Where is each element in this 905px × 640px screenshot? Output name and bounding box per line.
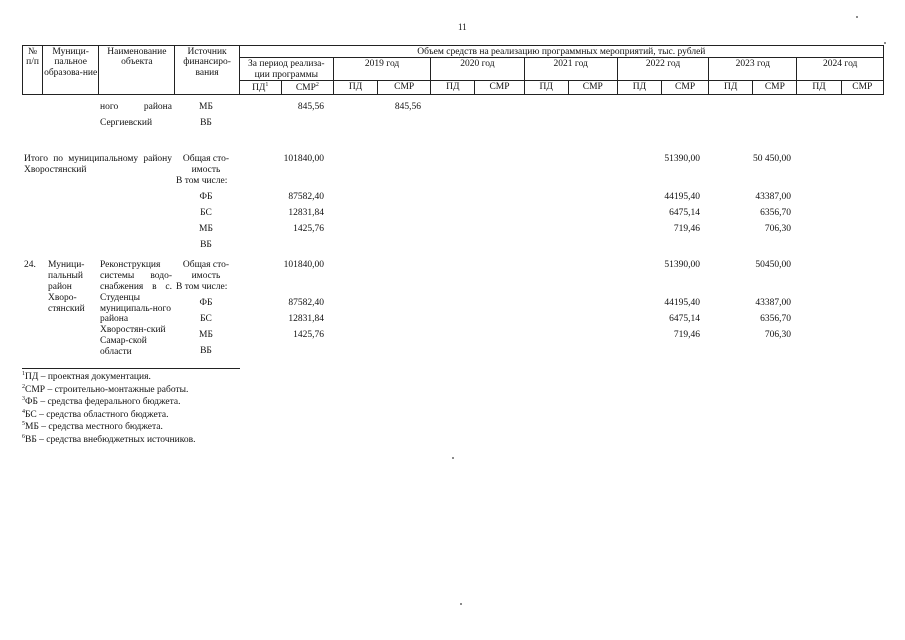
table-row xyxy=(22,260,905,282)
header-period-2020: 2020 год xyxy=(431,58,524,81)
header-sub-smr: СМР xyxy=(841,81,883,95)
source-cell: МБ xyxy=(199,329,213,340)
object-cell: Реконструкция системы водо-снабжения в с. Студенцы муниципаль-ного района Хворостян-ский Самар-ской области xyxy=(100,259,172,358)
header-sub-smr xyxy=(281,81,333,95)
value-cell: 845,56 xyxy=(297,102,324,112)
header-sub-pd xyxy=(239,81,281,95)
table-header xyxy=(22,45,884,95)
value-cell: 706,30 xyxy=(764,329,791,340)
source-cell: ВБ xyxy=(200,239,212,250)
value-cell: 706,30 xyxy=(764,223,791,234)
footnote-mark: 4 xyxy=(22,408,25,415)
header-sub-smr: СМР xyxy=(378,81,431,95)
footnote-text: ПД – проектная документация. xyxy=(25,372,151,383)
scan-speck xyxy=(856,16,858,18)
footnote xyxy=(22,434,240,447)
item-number: 24. xyxy=(24,259,36,270)
municipality-cell: Муници-пальный район Хворо-стянский xyxy=(48,259,85,314)
value-cell: 101840,00 xyxy=(283,154,324,164)
scan-speck xyxy=(884,42,886,44)
value-cell: 44195,40 xyxy=(664,191,700,202)
source-cell: ФБ xyxy=(199,297,213,308)
table-row xyxy=(22,240,905,256)
object-cell: ного района xyxy=(100,102,172,112)
footnote-mark: 3 xyxy=(22,396,25,402)
footnote-text: МБ – средства местного бюджета. xyxy=(25,422,163,433)
header-sub-pd: ПД xyxy=(524,81,568,95)
footnotes xyxy=(22,368,240,446)
header-period-2022: 2022 год xyxy=(617,58,708,81)
source-cell: МБ xyxy=(199,102,213,112)
header-col-object: Наименование объекта xyxy=(99,46,175,95)
footnote-text: ФБ – средства федерального бюджета. xyxy=(25,397,181,408)
source-cell: Общая сто-имость xyxy=(182,154,230,175)
value-cell: 44195,40 xyxy=(664,297,700,308)
header-sub-smr-text: СМР xyxy=(295,83,316,94)
source-cell: В том числе: xyxy=(176,281,228,292)
value-cell: 6475,14 xyxy=(669,313,700,324)
page-number: 11 xyxy=(458,22,467,32)
object-cell: Сергиевский xyxy=(100,118,153,128)
header-sub-smr: СМР xyxy=(475,81,524,95)
footnote-mark: 1 xyxy=(22,371,25,377)
header-sub-pd-text: ПД xyxy=(252,83,266,94)
header-sub-smr: СМР xyxy=(753,81,797,95)
value-cell: 50 450,00 xyxy=(753,154,791,164)
header-period-total: За период реализа-ции программы xyxy=(239,58,333,81)
header-sub-pd: ПД xyxy=(797,81,841,95)
value-cell: 101840,00 xyxy=(283,259,324,270)
value-cell: 43387,00 xyxy=(755,191,791,202)
source-cell: БС xyxy=(200,207,212,218)
value-cell: 50450,00 xyxy=(755,259,791,270)
value-cell: 51390,00 xyxy=(664,154,700,164)
value-cell: 719,46 xyxy=(673,329,700,340)
header-period-2021: 2021 год xyxy=(524,58,617,81)
header-col-no: № п/п xyxy=(23,46,43,95)
source-cell: ВБ xyxy=(200,118,212,128)
table-row xyxy=(22,192,905,208)
footnote-text: СМР – строительно-монтажные работы. xyxy=(25,384,189,395)
header-sub-pd: ПД xyxy=(709,81,753,95)
footnote-mark: 6 xyxy=(22,433,25,440)
header-sub-pd: ПД xyxy=(333,81,377,95)
footnote-mark: 5 xyxy=(22,421,25,427)
header-col-volume: Объем средств на реализацию программных мероприятий, тыс. рублей xyxy=(239,46,883,58)
value-cell: 1425,76 xyxy=(293,329,324,340)
source-cell: ФБ xyxy=(199,191,213,202)
header-col-municipality: Муници-пальное образова-ние xyxy=(43,46,99,95)
table-row xyxy=(22,154,905,176)
footnote xyxy=(22,409,240,422)
table-row xyxy=(22,208,905,224)
header-period-2024: 2024 год xyxy=(797,58,884,81)
value-cell: 12831,84 xyxy=(288,313,324,324)
value-cell: 43387,00 xyxy=(755,297,791,308)
footnote xyxy=(22,371,240,384)
header-sub-smr: СМР xyxy=(662,81,709,95)
value-cell: 6356,70 xyxy=(760,313,791,324)
value-cell: 87582,40 xyxy=(288,191,324,202)
footnote xyxy=(22,421,240,434)
header-period-2019: 2019 год xyxy=(333,58,430,81)
table-row xyxy=(22,224,905,240)
source-cell: МБ xyxy=(199,223,213,234)
footnote-text: ВБ – средства внебюджетных источников. xyxy=(25,434,196,445)
header-sub-smr: СМР xyxy=(568,81,617,95)
footnote-mark: 2 xyxy=(22,383,25,390)
source-cell: БС xyxy=(200,313,212,324)
table-body xyxy=(22,102,905,362)
footnote-ref-2: 2 xyxy=(315,82,319,89)
value-cell: 719,46 xyxy=(673,223,700,234)
total-label: Итого по муниципальному району Хворостянский xyxy=(24,154,172,175)
table-row xyxy=(22,102,905,118)
source-cell: ВБ xyxy=(200,345,212,356)
footnote-text: БС – средства областного бюджета. xyxy=(25,409,169,420)
footnote xyxy=(22,384,240,397)
value-cell: 87582,40 xyxy=(288,297,324,308)
value-cell: 6356,70 xyxy=(760,207,791,218)
scan-speck xyxy=(460,603,462,605)
header-sub-pd: ПД xyxy=(617,81,661,95)
value-cell: 51390,00 xyxy=(664,259,700,270)
value-cell: 12831,84 xyxy=(288,207,324,218)
value-cell: 1425,76 xyxy=(293,223,324,234)
scan-speck xyxy=(452,457,454,459)
footnote-ref-1: 1 xyxy=(265,82,269,89)
header-sub-pd: ПД xyxy=(431,81,475,95)
header-period-2023: 2023 год xyxy=(709,58,797,81)
source-cell: Общая сто-имость xyxy=(182,259,230,281)
value-cell: 845,56 xyxy=(394,102,421,112)
header-col-source: Источник финансиро-вания xyxy=(175,46,239,95)
source-cell: В том числе: xyxy=(176,175,228,186)
value-cell: 6475,14 xyxy=(669,207,700,218)
table-row xyxy=(22,118,905,134)
footnote xyxy=(22,396,240,409)
